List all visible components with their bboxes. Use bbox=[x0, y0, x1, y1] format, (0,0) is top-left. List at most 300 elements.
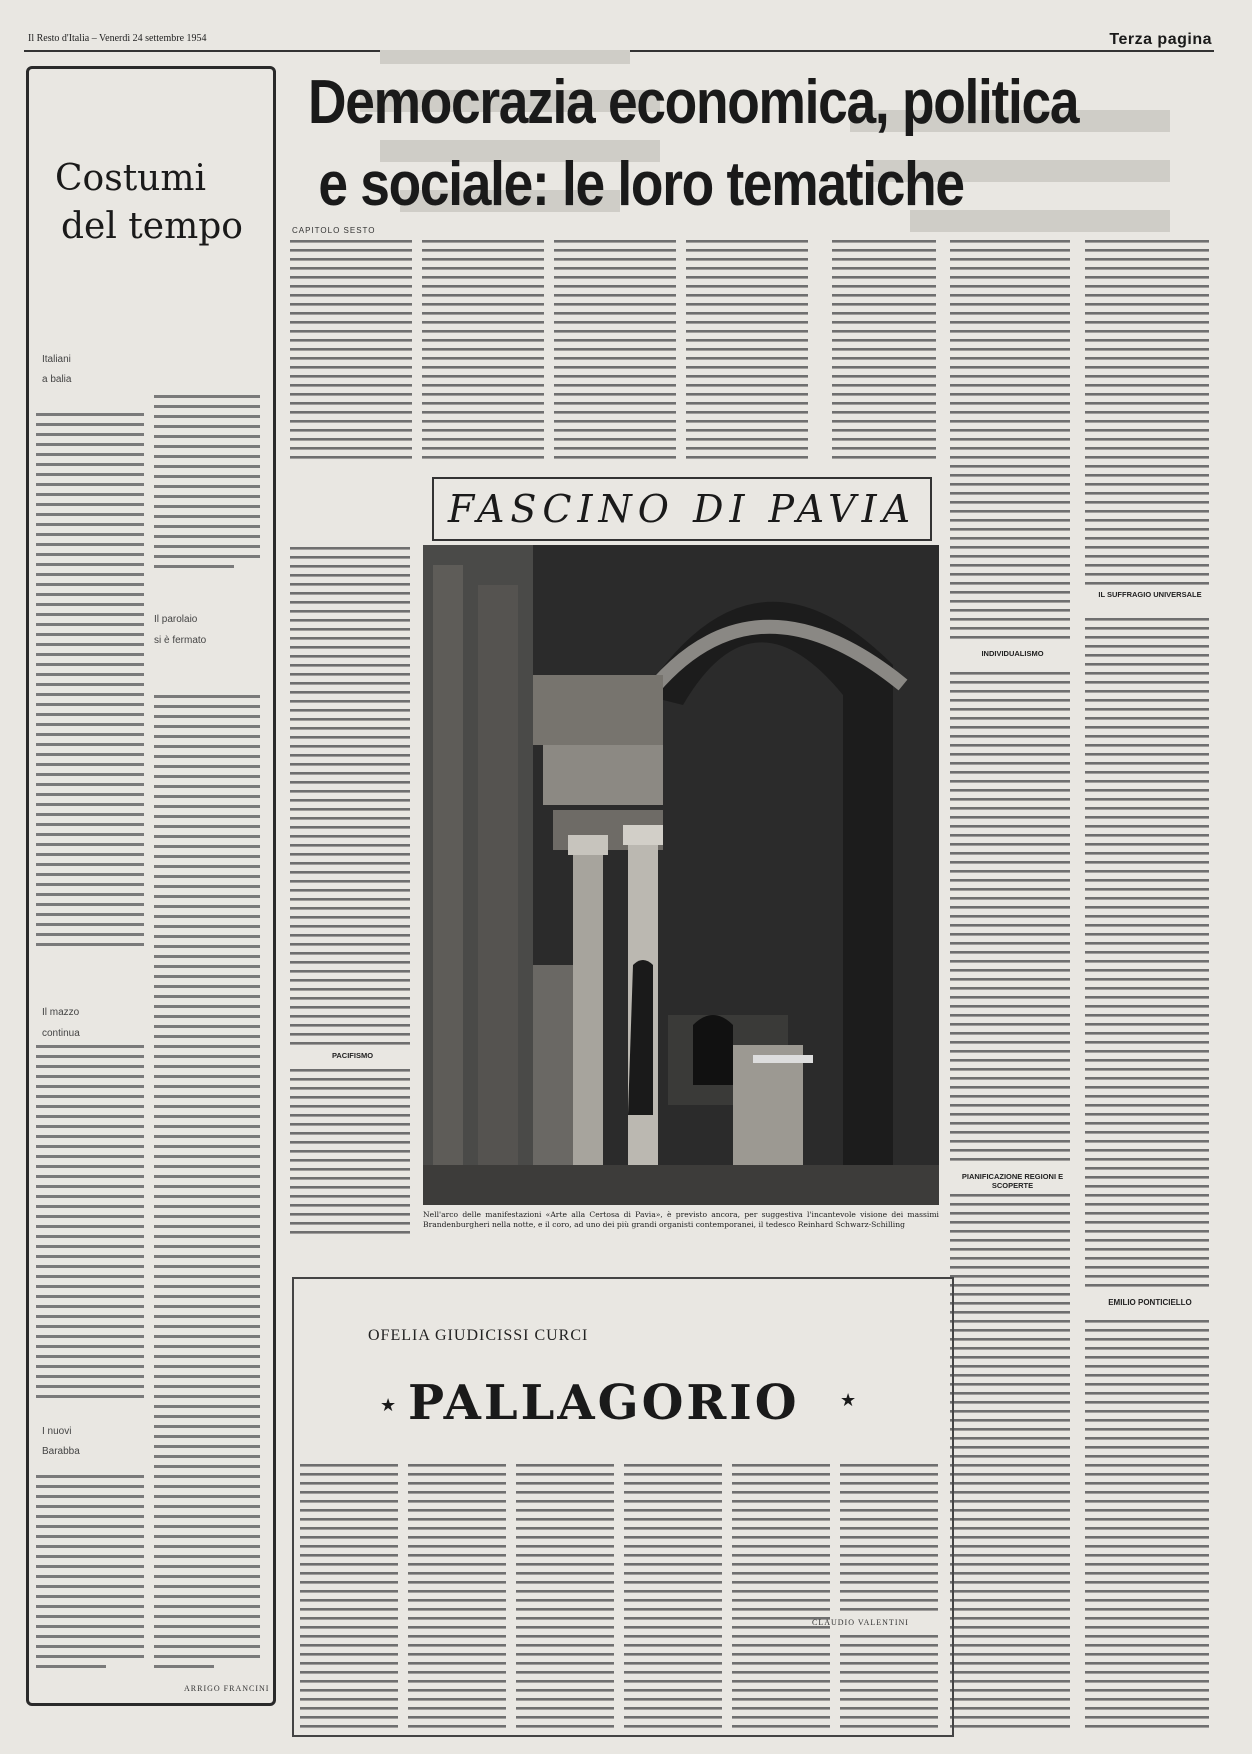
text-line bbox=[950, 474, 1070, 477]
text-line bbox=[516, 1680, 614, 1683]
text-line bbox=[290, 862, 410, 865]
text-line bbox=[300, 1581, 398, 1584]
text-line bbox=[1085, 1230, 1209, 1233]
text-line bbox=[950, 591, 1070, 594]
text-line bbox=[516, 1653, 614, 1656]
text-line bbox=[732, 1464, 830, 1467]
text-line bbox=[1085, 1464, 1209, 1467]
text-line bbox=[1085, 780, 1209, 783]
text-line bbox=[1085, 456, 1209, 459]
text-line bbox=[290, 871, 410, 874]
text-line bbox=[290, 781, 410, 784]
text-line bbox=[516, 1473, 614, 1476]
text-line bbox=[1085, 753, 1209, 756]
text-line bbox=[290, 456, 412, 459]
text-line bbox=[950, 1158, 1070, 1161]
text-line bbox=[732, 1680, 830, 1683]
text-line bbox=[290, 754, 410, 757]
text-line bbox=[950, 1482, 1070, 1485]
text-line bbox=[300, 1554, 398, 1557]
text-line bbox=[950, 942, 1070, 945]
text-line bbox=[290, 1042, 410, 1045]
text-line bbox=[732, 1581, 830, 1584]
text-line bbox=[408, 1716, 506, 1719]
text-line bbox=[732, 1563, 830, 1566]
text-line bbox=[290, 988, 410, 991]
section-head: PACIFISMO bbox=[331, 1051, 374, 1060]
text-line bbox=[1085, 1446, 1209, 1449]
text-line bbox=[408, 1518, 506, 1521]
text-line bbox=[408, 1482, 506, 1485]
text-line bbox=[686, 384, 808, 387]
text-line bbox=[1085, 1275, 1209, 1278]
text-line bbox=[732, 1527, 830, 1530]
text-line bbox=[624, 1509, 722, 1512]
text-line bbox=[832, 312, 936, 315]
text-line bbox=[950, 1698, 1070, 1701]
text-line bbox=[1085, 492, 1209, 495]
text-line bbox=[832, 429, 936, 432]
text-line bbox=[516, 1500, 614, 1503]
text-line bbox=[408, 1509, 506, 1512]
text-line bbox=[1085, 933, 1209, 936]
text-line bbox=[290, 1231, 410, 1234]
text-line bbox=[516, 1608, 614, 1611]
text-line bbox=[732, 1545, 830, 1548]
text-line bbox=[408, 1599, 506, 1602]
text-line bbox=[516, 1554, 614, 1557]
text-line bbox=[950, 906, 1070, 909]
text-line bbox=[624, 1491, 722, 1494]
text-line bbox=[300, 1680, 398, 1683]
section-title: Terza pagina bbox=[1109, 31, 1212, 48]
text-line bbox=[840, 1599, 938, 1602]
article-byline: EMILIO PONTICIELLO bbox=[1108, 1298, 1192, 1307]
text-line bbox=[300, 1635, 398, 1638]
text-line bbox=[1085, 402, 1209, 405]
text-line bbox=[832, 366, 936, 369]
text-line bbox=[300, 1509, 398, 1512]
text-line bbox=[290, 1006, 410, 1009]
text-line bbox=[300, 1725, 398, 1728]
text-line bbox=[422, 258, 544, 261]
text-line bbox=[950, 1716, 1070, 1719]
text-line bbox=[554, 249, 676, 252]
text-line bbox=[950, 618, 1070, 621]
text-line bbox=[950, 1491, 1070, 1494]
text-line bbox=[554, 384, 676, 387]
text-line bbox=[1085, 420, 1209, 423]
feature-title-box bbox=[432, 477, 932, 541]
text-line bbox=[422, 420, 544, 423]
text-line bbox=[1085, 1617, 1209, 1620]
text-line bbox=[422, 411, 544, 414]
text-line bbox=[290, 817, 410, 820]
text-line bbox=[624, 1572, 722, 1575]
text-line bbox=[950, 1086, 1070, 1089]
text-line bbox=[1085, 915, 1209, 918]
text-line bbox=[516, 1716, 614, 1719]
text-line bbox=[950, 888, 1070, 891]
text-line bbox=[300, 1644, 398, 1647]
text-line bbox=[1085, 960, 1209, 963]
text-line bbox=[950, 1365, 1070, 1368]
text-line bbox=[950, 852, 1070, 855]
main-article-text-top bbox=[290, 238, 820, 468]
text-line bbox=[624, 1680, 722, 1683]
text-line bbox=[300, 1563, 398, 1566]
text-line bbox=[290, 916, 410, 919]
text-line bbox=[290, 1114, 410, 1117]
text-line bbox=[290, 979, 410, 982]
text-line bbox=[408, 1473, 506, 1476]
text-line bbox=[516, 1509, 614, 1512]
text-line bbox=[1085, 897, 1209, 900]
text-line bbox=[516, 1545, 614, 1548]
text-line bbox=[950, 915, 1070, 918]
text-line bbox=[290, 934, 410, 937]
text-line bbox=[408, 1725, 506, 1728]
text-line bbox=[290, 880, 410, 883]
text-line bbox=[290, 952, 410, 955]
text-line bbox=[1085, 852, 1209, 855]
text-line bbox=[950, 1500, 1070, 1503]
text-line bbox=[950, 1626, 1070, 1629]
text-line bbox=[300, 1473, 398, 1476]
text-line bbox=[950, 1590, 1070, 1593]
text-line bbox=[1085, 834, 1209, 837]
text-line bbox=[950, 1059, 1070, 1062]
text-line bbox=[1085, 1626, 1209, 1629]
review-signature: CLAUDIO VALENTINI bbox=[812, 1618, 909, 1627]
text-line bbox=[832, 384, 936, 387]
chapter-label: CAPITOLO SESTO bbox=[292, 226, 376, 235]
text-line bbox=[1085, 1608, 1209, 1611]
text-line bbox=[290, 1168, 410, 1171]
photo-caption: Nell'arco delle manifestazioni «Arte alla Certosa di Pavia», è previsto ancora, per suggestiva l'incantevole visione dei massimi Brandenburgheri nella notte, e il coro, ad uno dei più grandi organisti contemporanei, il tedesco Reinhard Schwarz-Schilling bbox=[423, 1210, 939, 1229]
text-line bbox=[516, 1464, 614, 1467]
text-line bbox=[422, 321, 544, 324]
text-line bbox=[1085, 1428, 1209, 1431]
text-line bbox=[408, 1608, 506, 1611]
text-line bbox=[950, 1563, 1070, 1566]
text-line bbox=[686, 375, 808, 378]
text-line bbox=[950, 555, 1070, 558]
text-line bbox=[554, 366, 676, 369]
text-line bbox=[1085, 357, 1209, 360]
text-line bbox=[950, 933, 1070, 936]
text-line bbox=[950, 573, 1070, 576]
text-line bbox=[554, 429, 676, 432]
text-line bbox=[686, 357, 808, 360]
text-line bbox=[1085, 1005, 1209, 1008]
text-line bbox=[840, 1509, 938, 1512]
text-line bbox=[840, 1572, 938, 1575]
text-line bbox=[950, 1041, 1070, 1044]
text-line bbox=[1085, 528, 1209, 531]
text-line bbox=[840, 1653, 938, 1656]
text-line bbox=[290, 700, 410, 703]
text-line bbox=[832, 357, 936, 360]
text-line bbox=[950, 1266, 1070, 1269]
text-line bbox=[624, 1653, 722, 1656]
text-line bbox=[516, 1527, 614, 1530]
text-line bbox=[554, 276, 676, 279]
text-line bbox=[290, 790, 410, 793]
text-line bbox=[732, 1644, 830, 1647]
text-line bbox=[832, 321, 936, 324]
text-line bbox=[1085, 843, 1209, 846]
text-line bbox=[624, 1635, 722, 1638]
text-line bbox=[290, 970, 410, 973]
text-line bbox=[516, 1482, 614, 1485]
sidebar-signature: ARRIGO FRANCINI bbox=[184, 1684, 270, 1693]
text-line bbox=[732, 1482, 830, 1485]
text-line bbox=[950, 501, 1070, 504]
text-line bbox=[300, 1518, 398, 1521]
text-line bbox=[290, 898, 410, 901]
text-line bbox=[290, 637, 410, 640]
text-line bbox=[408, 1617, 506, 1620]
text-line bbox=[554, 393, 676, 396]
text-line bbox=[950, 1509, 1070, 1512]
text-line bbox=[686, 438, 808, 441]
text-line bbox=[1085, 258, 1209, 261]
text-line bbox=[422, 366, 544, 369]
text-line bbox=[1085, 1077, 1209, 1080]
text-line bbox=[686, 429, 808, 432]
text-line bbox=[732, 1572, 830, 1575]
text-line bbox=[1085, 384, 1209, 387]
text-line bbox=[300, 1464, 398, 1467]
headline-line2: e sociale: le loro tematiche bbox=[318, 150, 964, 219]
text-line bbox=[840, 1698, 938, 1701]
text-line bbox=[1085, 1545, 1209, 1548]
text-line bbox=[554, 375, 676, 378]
text-line bbox=[686, 276, 808, 279]
text-line bbox=[950, 870, 1070, 873]
text-line bbox=[516, 1644, 614, 1647]
text-line bbox=[832, 375, 936, 378]
text-line bbox=[408, 1536, 506, 1539]
text-line bbox=[686, 303, 808, 306]
text-line bbox=[554, 357, 676, 360]
text-line bbox=[1085, 987, 1209, 990]
text-line bbox=[554, 420, 676, 423]
text-line bbox=[950, 1545, 1070, 1548]
text-line bbox=[950, 1284, 1070, 1287]
sidebar-subhead: Il parolaio bbox=[154, 614, 198, 625]
text-line bbox=[840, 1500, 938, 1503]
text-line bbox=[290, 727, 410, 730]
text-line bbox=[554, 339, 676, 342]
text-line bbox=[832, 456, 936, 459]
text-line bbox=[950, 978, 1070, 981]
text-line bbox=[624, 1725, 722, 1728]
text-line bbox=[422, 330, 544, 333]
text-line bbox=[950, 735, 1070, 738]
text-line bbox=[950, 582, 1070, 585]
text-line bbox=[408, 1500, 506, 1503]
text-line bbox=[1085, 1374, 1209, 1377]
text-line bbox=[686, 249, 808, 252]
text-line bbox=[686, 294, 808, 297]
text-line bbox=[950, 1617, 1070, 1620]
text-line bbox=[1085, 249, 1209, 252]
text-line bbox=[1085, 879, 1209, 882]
text-line bbox=[1085, 285, 1209, 288]
text-line bbox=[950, 1293, 1070, 1296]
text-line bbox=[1085, 1437, 1209, 1440]
text-line bbox=[732, 1671, 830, 1674]
text-line bbox=[516, 1599, 614, 1602]
text-line bbox=[732, 1491, 830, 1494]
text-line bbox=[290, 1096, 410, 1099]
text-line bbox=[408, 1527, 506, 1530]
text-line bbox=[832, 393, 936, 396]
text-line bbox=[1085, 825, 1209, 828]
text-line bbox=[1085, 465, 1209, 468]
text-line bbox=[290, 556, 410, 559]
text-line bbox=[516, 1617, 614, 1620]
text-line bbox=[950, 1419, 1070, 1422]
text-line bbox=[840, 1725, 938, 1728]
text-line bbox=[624, 1500, 722, 1503]
sidebar-body-text bbox=[36, 395, 266, 1685]
text-line bbox=[408, 1491, 506, 1494]
text-line bbox=[290, 997, 410, 1000]
feature-title: FASCINO DI PAVIA bbox=[447, 487, 917, 531]
text-line bbox=[686, 348, 808, 351]
text-line bbox=[1085, 1104, 1209, 1107]
text-line bbox=[1085, 1473, 1209, 1476]
text-line bbox=[1085, 375, 1209, 378]
text-line bbox=[950, 1437, 1070, 1440]
text-line bbox=[732, 1653, 830, 1656]
text-line bbox=[950, 1311, 1070, 1314]
text-line bbox=[950, 483, 1070, 486]
text-line bbox=[422, 384, 544, 387]
text-line bbox=[1085, 1383, 1209, 1386]
text-line bbox=[1085, 1221, 1209, 1224]
text-line bbox=[950, 1122, 1070, 1125]
text-line bbox=[1085, 411, 1209, 414]
text-line bbox=[686, 420, 808, 423]
text-line bbox=[832, 420, 936, 423]
text-line bbox=[290, 1105, 410, 1108]
text-line bbox=[624, 1599, 722, 1602]
text-line bbox=[840, 1491, 938, 1494]
text-line bbox=[408, 1590, 506, 1593]
text-line bbox=[840, 1680, 938, 1683]
text-line bbox=[290, 691, 410, 694]
text-line bbox=[290, 348, 412, 351]
text-line bbox=[624, 1689, 722, 1692]
text-line bbox=[624, 1473, 722, 1476]
text-line bbox=[1085, 537, 1209, 540]
text-line bbox=[516, 1536, 614, 1539]
text-line bbox=[950, 330, 1070, 333]
text-line bbox=[516, 1518, 614, 1521]
text-line bbox=[408, 1626, 506, 1629]
text-line bbox=[950, 1680, 1070, 1683]
text-line bbox=[300, 1653, 398, 1656]
text-line bbox=[624, 1545, 722, 1548]
text-line bbox=[950, 438, 1070, 441]
text-line bbox=[1085, 312, 1209, 315]
text-line bbox=[840, 1563, 938, 1566]
text-line bbox=[422, 456, 544, 459]
text-line bbox=[686, 411, 808, 414]
text-line bbox=[1085, 1320, 1209, 1323]
text-line bbox=[422, 339, 544, 342]
text-line bbox=[950, 1194, 1070, 1197]
text-line bbox=[1085, 1491, 1209, 1494]
star-icon: ★ bbox=[840, 1390, 857, 1411]
text-line bbox=[1085, 573, 1209, 576]
text-line bbox=[732, 1518, 830, 1521]
text-line bbox=[516, 1635, 614, 1638]
text-line bbox=[950, 1221, 1070, 1224]
text-line bbox=[1085, 663, 1209, 666]
text-line bbox=[950, 1401, 1070, 1404]
text-line bbox=[408, 1581, 506, 1584]
text-line bbox=[1085, 744, 1209, 747]
main-article-text-left bbox=[290, 545, 415, 1245]
text-line bbox=[554, 402, 676, 405]
text-line bbox=[554, 456, 676, 459]
text-line bbox=[1085, 1266, 1209, 1269]
text-line bbox=[832, 411, 936, 414]
text-line bbox=[300, 1716, 398, 1719]
text-line bbox=[950, 321, 1070, 324]
text-line bbox=[554, 348, 676, 351]
text-line bbox=[1085, 978, 1209, 981]
text-line bbox=[1085, 1086, 1209, 1089]
text-line bbox=[1085, 645, 1209, 648]
text-line bbox=[1085, 618, 1209, 621]
text-line bbox=[840, 1716, 938, 1719]
text-line bbox=[408, 1464, 506, 1467]
text-line bbox=[950, 1599, 1070, 1602]
text-line bbox=[950, 1527, 1070, 1530]
text-line bbox=[290, 718, 410, 721]
certosa-photo bbox=[423, 545, 939, 1205]
text-line bbox=[1085, 1500, 1209, 1503]
text-line bbox=[1085, 1131, 1209, 1134]
text-line bbox=[554, 438, 676, 441]
text-line bbox=[290, 1222, 410, 1225]
text-line bbox=[624, 1671, 722, 1674]
text-line bbox=[290, 628, 410, 631]
text-line bbox=[554, 294, 676, 297]
text-line bbox=[950, 816, 1070, 819]
text-line bbox=[832, 402, 936, 405]
text-line bbox=[1085, 942, 1209, 945]
text-line bbox=[840, 1590, 938, 1593]
text-line bbox=[1085, 951, 1209, 954]
text-line bbox=[1085, 1563, 1209, 1566]
text-line bbox=[950, 366, 1070, 369]
text-line bbox=[290, 267, 412, 270]
text-line bbox=[290, 943, 410, 946]
text-line bbox=[290, 547, 410, 550]
text-line bbox=[1085, 1212, 1209, 1215]
star-icon: ★ bbox=[380, 1395, 397, 1416]
text-line bbox=[950, 492, 1070, 495]
text-line bbox=[516, 1581, 614, 1584]
text-line bbox=[832, 267, 936, 270]
